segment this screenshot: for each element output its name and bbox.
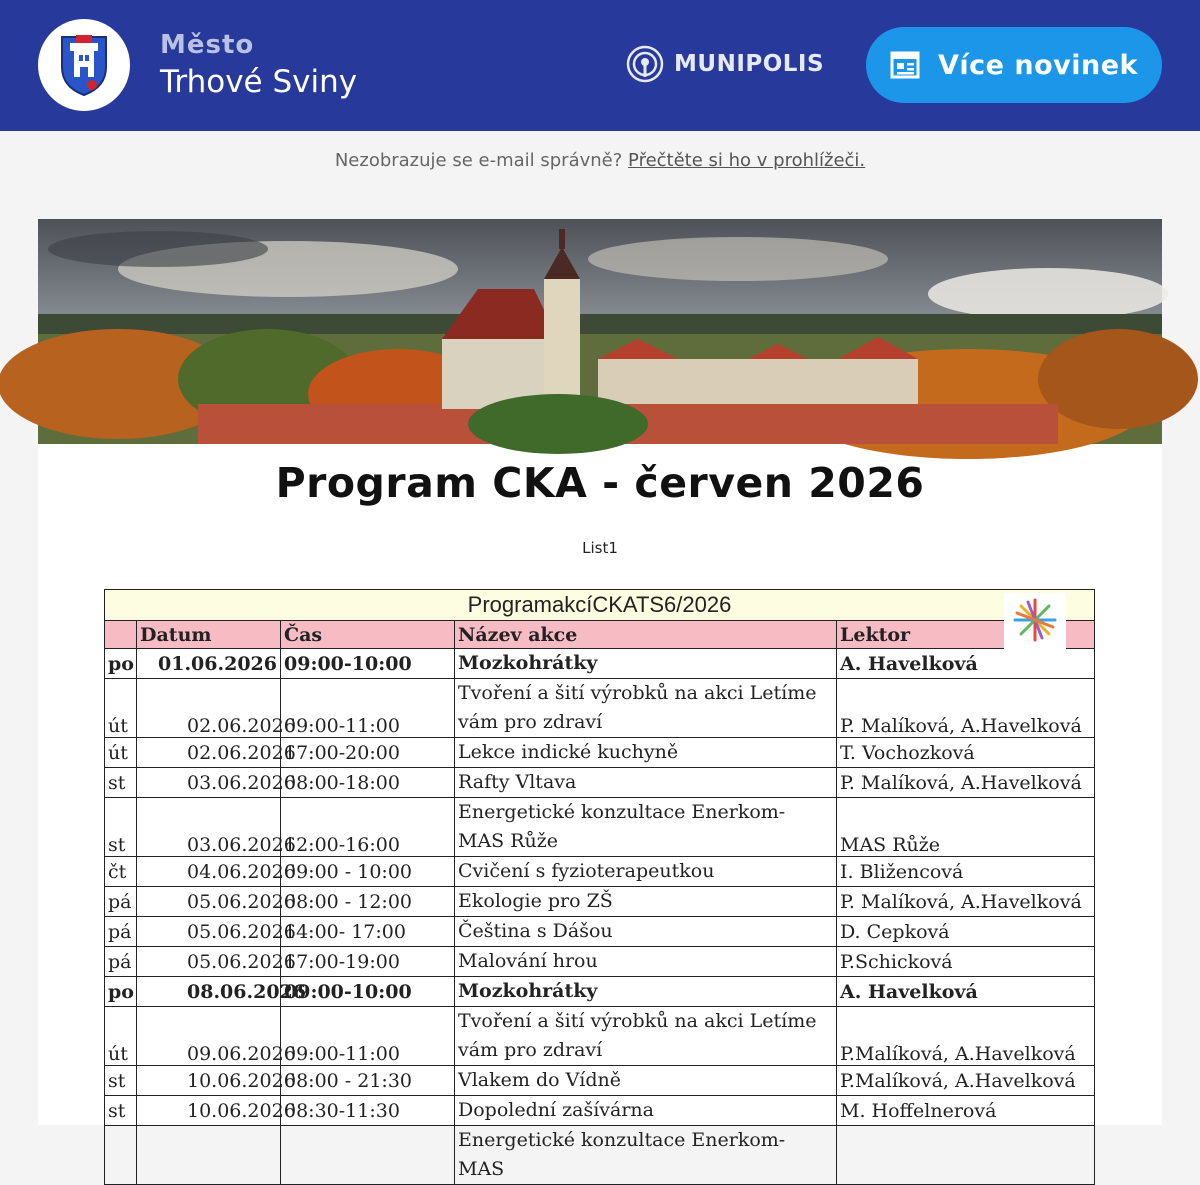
table-row <box>105 947 1095 977</box>
notice-text: Nezobrazuje se e-mail správně? <box>334 150 623 171</box>
cell-event-name: Lekce indické kuchyně <box>455 738 837 768</box>
cell-date: 05.06.2026 <box>137 947 281 977</box>
cell-day: st <box>105 768 137 798</box>
cell-lector: I. Bližencová <box>837 857 1095 887</box>
cell-day: pá <box>105 917 137 947</box>
header-day <box>105 621 137 649</box>
cell-lector: D. Cepková <box>837 917 1095 947</box>
cell-time: 14:00- 17:00 <box>281 917 455 947</box>
header-time: Čas <box>281 621 455 649</box>
cell-lector: A. Havelková <box>837 649 1095 679</box>
cell-time: 08:30-11:30 <box>281 1096 455 1126</box>
cell-event-name: Energetické konzultace Enerkom- MAS <box>455 1126 837 1185</box>
cell-lector: P.Schicková <box>837 947 1095 977</box>
city-logo[interactable] <box>38 19 130 111</box>
cell-date: 01.06.2026 <box>137 649 281 679</box>
cell-time: 17:00-19:00 <box>281 947 455 977</box>
cell-event-name: Mozkohrátky <box>455 649 837 679</box>
cell-time: 08:00 - 12:00 <box>281 887 455 917</box>
cell-event-name: Čeština s Dášou <box>455 917 837 947</box>
more-news-button[interactable] <box>866 27 1162 103</box>
cell-date: 10.06.2026 <box>137 1096 281 1126</box>
table-row <box>105 738 1095 768</box>
article-title: Program CKA - červen 2026 <box>275 459 925 507</box>
cell-time: 08:00-18:00 <box>281 768 455 798</box>
cell-time: 09:00-10:00 <box>281 649 455 679</box>
table-row <box>105 798 1095 857</box>
table-row <box>105 768 1095 798</box>
brand-line1: Město <box>160 30 255 60</box>
cell-event-name: Rafty Vltava <box>455 768 837 798</box>
cell-lector: T. Vochozková <box>837 738 1095 768</box>
cell-lector: A. Havelková <box>837 977 1095 1007</box>
cell-lector: M. Hoffelnerová <box>837 1096 1095 1126</box>
cell-event-name: Ekologie pro ZŠ <box>455 887 837 917</box>
cell-time: 09:00-10:00 <box>281 977 455 1007</box>
cell-day: st <box>105 1096 137 1126</box>
brand-line2: Trhové Sviny <box>160 64 358 100</box>
cell-time: 09:00 - 10:00 <box>281 857 455 887</box>
cell-event-name: Malování hrou <box>455 947 837 977</box>
coat-of-arms-icon <box>56 33 112 97</box>
cell-time: 08:00 - 21:30 <box>281 1066 455 1096</box>
cell-event-name: Vlakem do Vídně <box>455 1066 837 1096</box>
town-banner-image <box>38 219 1162 444</box>
cell-day: st <box>105 1066 137 1096</box>
more-news-label: Více novinek <box>938 49 1138 81</box>
cell-date: 05.06.2026 <box>137 917 281 947</box>
table-row <box>105 1096 1095 1126</box>
cell-date <box>137 1126 281 1185</box>
cell-date: 09.06.2026 <box>137 1007 281 1066</box>
cell-event-name: Energetické konzultace Enerkom- MAS Růže <box>455 798 837 857</box>
cell-event-name: Tvoření a šití výrobků na akci Letíme vám pro zdraví <box>455 679 837 738</box>
table-row <box>105 1066 1095 1096</box>
cell-lector: P. Malíková, A.Havelková <box>837 887 1095 917</box>
cell-day: čt <box>105 857 137 887</box>
cell-event-name: Dopolední zašívárna <box>455 1096 837 1126</box>
cell-day: út <box>105 738 137 768</box>
browser-notice <box>0 150 1200 171</box>
table-caption: ProgramakcíCKATS6/2026 <box>105 590 1095 621</box>
table-row <box>105 1126 1095 1185</box>
header-event-name: Název akce <box>455 621 837 649</box>
cell-day: pá <box>105 887 137 917</box>
table-row <box>105 679 1095 738</box>
table-row <box>105 857 1095 887</box>
table-row <box>105 977 1095 1007</box>
cell-day: po <box>105 649 137 679</box>
header-date: Datum <box>137 621 281 649</box>
cell-day: út <box>105 679 137 738</box>
newspaper-icon <box>890 50 920 80</box>
cell-time: 12:00-16:00 <box>281 798 455 857</box>
table-header-row <box>105 621 1095 649</box>
cell-date: 05.06.2026 <box>137 887 281 917</box>
cell-event-name: Cvičení s fyzioterapeutkou <box>455 857 837 887</box>
sheet-label: List1 <box>582 539 618 557</box>
cell-event-name: Mozkohrátky <box>455 977 837 1007</box>
cell-lector: P.Malíková, A.Havelková <box>837 1066 1095 1096</box>
cell-date: 10.06.2026 <box>137 1066 281 1096</box>
article-card <box>38 219 1162 1180</box>
cell-day: st <box>105 798 137 857</box>
cell-day: po <box>105 977 137 1007</box>
table-row <box>105 1007 1095 1066</box>
munipolis-label: MUNIPOLIS <box>674 51 825 77</box>
cell-day <box>105 1126 137 1185</box>
asterisk-logo-icon <box>1004 593 1066 651</box>
cell-lector: P. Malíková, A.Havelková <box>837 679 1095 738</box>
cell-event-name: Tvoření a šití výrobků na akci Letíme vám pro zdraví <box>455 1007 837 1066</box>
header <box>0 0 1200 131</box>
table-row <box>105 917 1095 947</box>
cell-lector: MAS Růže <box>837 798 1095 857</box>
cell-time: 09:00-11:00 <box>281 1007 455 1066</box>
cell-day: pá <box>105 947 137 977</box>
program-table <box>104 589 1094 1185</box>
cell-time: 09:00-11:00 <box>281 679 455 738</box>
table-row <box>105 649 1095 679</box>
cell-time: 17:00-20:00 <box>281 738 455 768</box>
cell-time <box>281 1126 455 1185</box>
cell-day: út <box>105 1007 137 1066</box>
cell-date: 03.06.2026 <box>137 768 281 798</box>
munipolis-logo[interactable] <box>626 44 824 84</box>
view-in-browser-link[interactable]: Přečtěte si ho v prohlížeči. <box>628 150 866 171</box>
table-row <box>105 887 1095 917</box>
cell-date: 02.06.2026 <box>137 679 281 738</box>
cell-date: 02.06.2026 <box>137 738 281 768</box>
cell-lector: P. Malíková, A.Havelková <box>837 768 1095 798</box>
cell-date: 04.06.2026 <box>137 857 281 887</box>
broadcast-icon <box>626 45 664 83</box>
header-lector: Lektor <box>837 621 1095 649</box>
cell-date: 03.06.2026 <box>137 798 281 857</box>
cell-date: 08.06.2026 <box>137 977 281 1007</box>
cell-lector: P.Malíková, A.Havelková <box>837 1007 1095 1066</box>
cell-lector <box>837 1126 1095 1185</box>
